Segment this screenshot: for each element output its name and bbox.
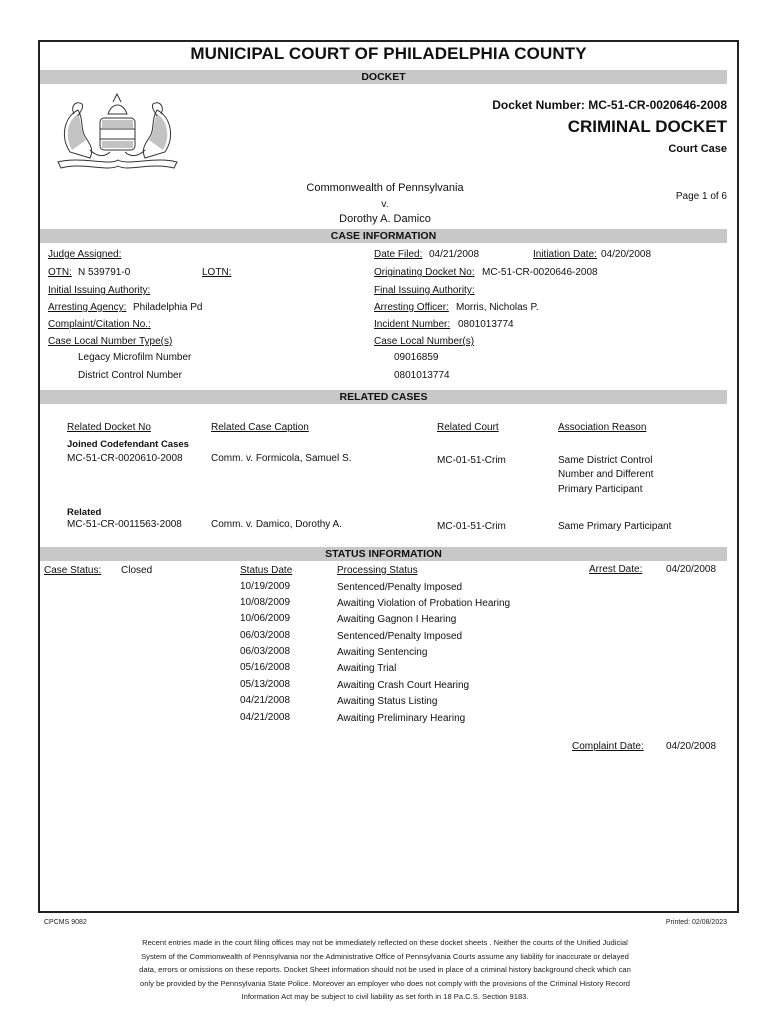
status-row-6-date: 05/16/2008 <box>240 662 291 673</box>
judge-label: Judge Assigned: <box>48 249 122 260</box>
status-row-1-date: 10/19/2009 <box>240 581 291 592</box>
docket-band: DOCKET <box>40 70 727 84</box>
initiation-date-label: Initiation Date: <box>533 249 597 260</box>
caption-plaintiff: Commonwealth of Pennsylvania <box>306 182 464 194</box>
caption-versus: v. <box>381 198 389 210</box>
related-row-2-court: MC-01-51-Crim <box>437 521 506 532</box>
disclaimer-line-1: Recent entries made in the court filing offices may not be immediately reflected on these docket sheets . Neither the courts of the Unified Judicial <box>142 938 628 947</box>
disclaimer-line-2: System of the Commonwealth of Pennsylvania nor the Administrative Office of Pennsylvania Courts assume any liability for inaccurate or delayed <box>141 951 629 961</box>
related-row-1-caption: Comm. v. Formicola, Samuel S. <box>211 453 352 464</box>
otn-label: OTN: <box>48 267 72 278</box>
case-information-band: CASE INFORMATION <box>40 229 727 243</box>
incident-number-value: 0801013774 <box>458 319 514 330</box>
local-number-types-label: Case Local Number Type(s) <box>48 336 173 347</box>
arresting-officer-value: Morris, Nicholas P. <box>456 302 539 313</box>
status-row-9-status: Awaiting Preliminary Hearing <box>337 713 466 724</box>
status-date-header: Status Date <box>240 565 293 576</box>
arresting-officer-label: Arresting Officer: <box>374 302 449 313</box>
status-row-2-status: Awaiting Violation of Probation Hearing <box>337 598 511 609</box>
related-cases-band: RELATED CASES <box>40 390 727 404</box>
originating-docket-value: MC-51-CR-0020646-2008 <box>482 267 598 278</box>
related-row-1-reason-line2: Number and Different <box>558 469 654 480</box>
joined-codefendant-label: Joined Codefendant Cases <box>67 439 189 450</box>
related-row-1-reason-line1: Same District Control <box>558 455 653 466</box>
local-numbers-label: Case Local Number(s) <box>374 336 475 347</box>
arrest-date-label: Arrest Date: <box>589 564 643 575</box>
case-status-label: Case Status: <box>44 565 102 576</box>
status-row-9-date: 04/21/2008 <box>240 712 291 723</box>
status-row-5-date: 06/03/2008 <box>240 646 291 657</box>
otn-value: N 539791-0 <box>78 267 131 278</box>
status-row-4-date: 06/03/2008 <box>240 630 291 641</box>
related-row-2-caption: Comm. v. Damico, Dorothy A. <box>211 519 342 530</box>
pennsylvania-seal-icon <box>50 92 185 174</box>
related-row-2-reason: Same Primary Participant <box>558 521 672 532</box>
status-row-7-status: Awaiting Crash Court Hearing <box>337 680 470 691</box>
disclaimer-line-4: only be provided by the Pennsylvania State Police. Moreover an employer who does not comply with the provisions of the Criminal History Record <box>139 978 631 988</box>
related-row-2-docket: MC-51-CR-0011563-2008 <box>67 519 182 530</box>
complaint-citation-label: Complaint/Citation No.: <box>48 319 151 330</box>
originating-docket-label: Originating Docket No: <box>374 267 475 278</box>
local-number-2: 0801013774 <box>394 370 450 381</box>
printed-date: Printed: 02/08/2023 <box>665 919 727 926</box>
related-header-caption: Related Case Caption <box>211 422 309 433</box>
local-type-district: District Control Number <box>78 370 182 381</box>
related-row-1-docket: MC-51-CR-0020610-2008 <box>67 453 183 464</box>
status-row-4-status: Sentenced/Penalty Imposed <box>337 631 463 642</box>
complaint-date-value: 04/20/2008 <box>666 741 717 752</box>
lotn-label: LOTN: <box>202 267 232 278</box>
final-issuing-label: Final Issuing Authority: <box>374 285 475 296</box>
initiation-date-value: 04/20/2008 <box>601 249 652 260</box>
status-row-1-status: Sentenced/Penalty Imposed <box>337 582 463 593</box>
status-row-5-status: Awaiting Sentencing <box>337 647 428 658</box>
date-filed-value: 04/21/2008 <box>429 249 480 260</box>
disclaimer-line-3: data, errors or omissions on these reports. Docket Sheet information should not be used in place of a criminal history background check which can <box>139 965 631 975</box>
page-indicator: Page 1 of 6 <box>675 191 727 202</box>
local-type-legacy: Legacy Microfilm Number <box>78 352 192 363</box>
status-row-8-date: 04/21/2008 <box>240 695 291 706</box>
related-header-court: Related Court <box>437 422 499 433</box>
initial-issuing-label: Initial Issuing Authority: <box>48 285 151 296</box>
status-row-8-status: Awaiting Status Listing <box>337 696 438 707</box>
complaint-date-label: Complaint Date: <box>572 741 644 752</box>
related-row-1-court: MC-01-51-Crim <box>437 455 506 466</box>
docket-type: CRIMINAL DOCKET <box>567 117 727 136</box>
form-id: CPCMS 9082 <box>44 919 87 926</box>
date-filed-label: Date Filed: <box>374 249 423 260</box>
status-row-7-date: 05/13/2008 <box>240 679 291 690</box>
status-row-2-date: 10/08/2009 <box>240 597 291 608</box>
arrest-date-value: 04/20/2008 <box>666 564 717 575</box>
disclaimer-line-5: Information Act may be subject to civil liability as set forth in 18 Pa.C.S. Section 9183. <box>241 992 529 1002</box>
status-row-3-date: 10/06/2009 <box>240 613 291 624</box>
related-header-docket: Related Docket No <box>67 422 151 433</box>
related-header-reason: Association Reason <box>558 422 647 433</box>
status-row-3-status: Awaiting Gagnon I Hearing <box>337 614 457 625</box>
status-information-band: STATUS INFORMATION <box>40 547 727 561</box>
related-group-label: Related <box>67 507 102 518</box>
incident-number-label: Incident Number: <box>374 319 451 330</box>
processing-status-header: Processing Status <box>337 565 418 576</box>
arresting-agency-label: Arresting Agency: <box>48 302 127 313</box>
local-number-1: 09016859 <box>394 352 439 363</box>
docket-number: Docket Number: MC-51-CR-0020646-2008 <box>492 98 727 112</box>
caption-defendant: Dorothy A. Damico <box>339 213 431 225</box>
court-title: MUNICIPAL COURT OF PHILADELPHIA COUNTY <box>190 44 587 63</box>
court-case-label: Court Case <box>668 143 727 155</box>
disclaimer <box>80 936 690 1004</box>
case-status-value: Closed <box>121 565 153 576</box>
status-row-6-status: Awaiting Trial <box>337 663 397 674</box>
related-row-1-reason-line3: Primary Participant <box>558 484 643 495</box>
arresting-agency-value: Philadelphia Pd <box>133 302 203 313</box>
